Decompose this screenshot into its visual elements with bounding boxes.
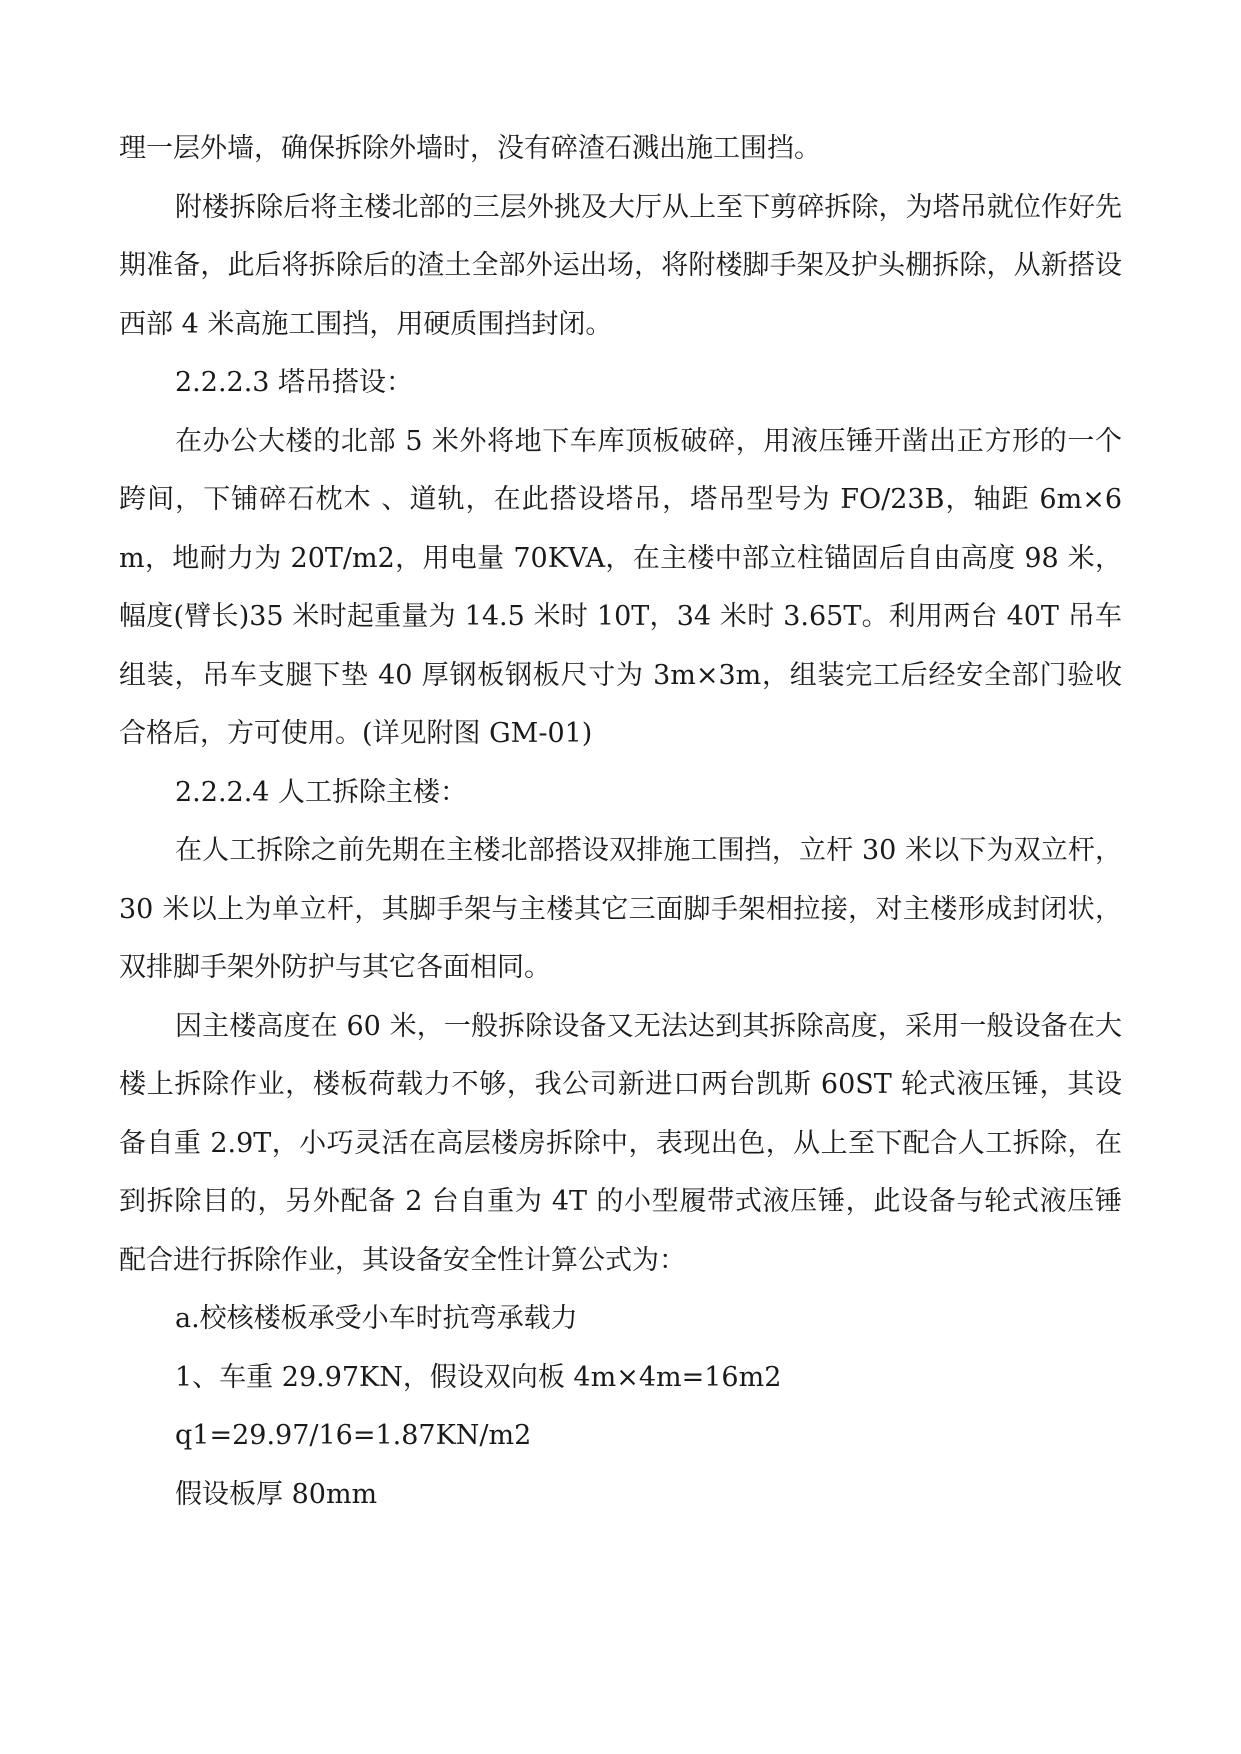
subheading-slab-check: a.校核楼板承受小车时抗弯承载力 (175, 1303, 578, 1334)
paragraph-annex-demolition: 附楼拆除后将主楼北部的三层外挑及大厅从上至下剪碎拆除，为塔吊就位作好先期准备，此后将拆除后的渣土全部外运出场，将附楼脚手架及护头棚拆除，从新搭设西部 4 米高施工围挡，用硬质围挡封闭。 (119, 191, 1122, 340)
paragraph-tower-crane: 在办公大楼的北部 5 米外将地下车库顶板破碎，用液压锤开凿出正方形的一个跨间，下铺碎石枕木 、道轨，在此搭设塔吊，塔吊型号为 FO/23B，轴距 6m×6m，地耐力为 20T/m2，用电量 70KVA，在主楼中部立柱锚固后自由高度 98 米，幅度(臂长)35 米时起重量为 14.5 米时 10T，34 米时 3.65T。利用两台 40T 吊车组装，吊车支腿下垫 40 厚钢板钢板尺寸为 3m×3m，组装完工后经安全部门验收合格后，方可使用。(详见附图 GM-01) (119, 425, 1122, 749)
paragraph-equipment: 因主楼高度在 60 米，一般拆除设备又无法达到其拆除高度，采用一般设备在大楼上拆除作业，楼板荷载力不够，我公司新进口两台凯斯 60ST 轮式液压锤，其设备自重 2.9T，小巧灵活在高层楼房拆除中，表现出色，从上至下配合人工拆除，在到拆除目的，另外配备 2 台自重为 4T 的小型履带式液压锤，此设备与轮式液压锤配合进行拆除作业，其设备安全性计算公式为： (119, 1010, 1122, 1276)
paragraph-continuation: 理一层外墙，确保拆除外墙时，没有碎渣石溅出施工围挡。 (119, 133, 821, 164)
paragraph-scaffolding: 在人工拆除之前先期在主楼北部搭设双排施工围挡，立杆 30 米以下为双立杆，30 米以上为单立杆，其脚手架与主楼其它三面脚手架相拉接，对主楼形成封闭状，双排脚手架外防护与其它各面相同。 (119, 835, 1122, 983)
section-heading-manual-demolition: 2.2.2.4 人工拆除主楼： (175, 776, 468, 808)
calc-line-vehicle-weight: 1、车重 29.97KN，假设双向板 4m×4m=16m2 (175, 1361, 782, 1393)
calc-line-slab-thickness: 假设板厚 80mm (175, 1478, 378, 1510)
document-body (119, 120, 1122, 1524)
section-heading-tower-crane: 2.2.2.3 塔吊搭设： (175, 367, 414, 398)
calc-line-q1: q1=29.97/16=1.87KN/m2 (175, 1420, 532, 1451)
